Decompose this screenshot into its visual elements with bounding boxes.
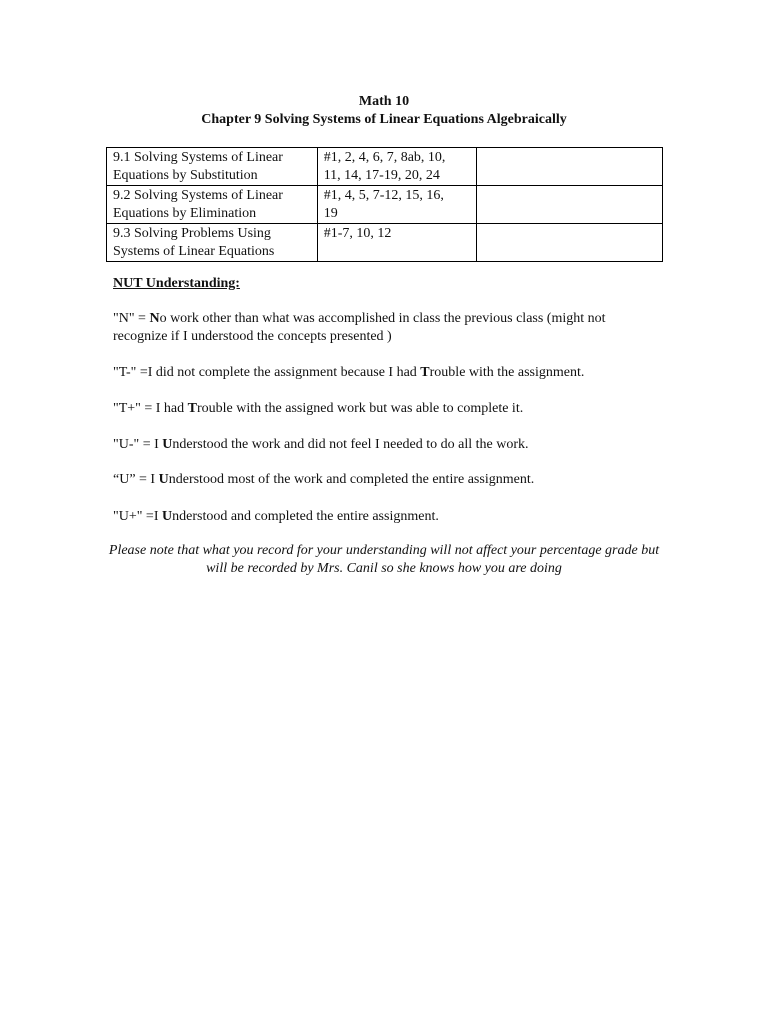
notes-cell xyxy=(477,148,663,186)
section-line: 9.1 Solving Systems of Linear xyxy=(113,150,283,165)
definition-text: nderstood most of the work and completed the entire assignment. xyxy=(168,472,535,487)
definition-text: rouble with the assigned work but was able to complete it. xyxy=(197,401,524,416)
table-row xyxy=(107,186,663,224)
definition-key-letter: T xyxy=(420,365,430,380)
problems-line: #1-7, 10, 12 xyxy=(323,226,392,241)
problems-line: 19 xyxy=(323,206,338,221)
definition-text: rouble with the assignment. xyxy=(429,365,585,380)
chapter-title: Chapter 9 Solving Systems of Linear Equations Algebraically xyxy=(201,112,567,127)
notes-cell xyxy=(477,224,663,262)
definition-prefix: "T+" = I had xyxy=(113,401,188,416)
section-cell xyxy=(107,224,318,262)
nut-heading: NUT Understanding: xyxy=(113,276,240,291)
definition-key-letter: T xyxy=(187,401,197,416)
nut-definition-t-minus xyxy=(113,364,653,382)
definition-key-letter: U xyxy=(162,509,173,524)
course-title: Math 10 xyxy=(358,94,410,109)
nut-definition-u-minus xyxy=(113,436,653,454)
problems-line: #1, 2, 4, 6, 7, 8ab, 10, xyxy=(323,150,446,165)
definition-key-letter: U xyxy=(162,437,173,452)
problems-line: #1, 4, 5, 7-12, 15, 16, xyxy=(323,188,444,203)
definition-text: nderstood the work and did not feel I needed to do all the work. xyxy=(172,437,529,452)
definition-text: o work other than what was accomplished in class the previous class (might not recognize if I understood the concepts presented ) xyxy=(113,311,606,344)
problems-cell xyxy=(317,186,477,224)
definition-prefix: “U” = I xyxy=(113,472,159,487)
nut-definition-u-plus xyxy=(113,508,653,526)
problems-cell xyxy=(317,148,477,186)
definition-prefix: "U-" = I xyxy=(113,437,163,452)
section-cell xyxy=(107,148,318,186)
definition-prefix: "N" = xyxy=(113,311,150,326)
definition-text: nderstood and completed the entire assignment. xyxy=(172,509,439,524)
nut-definition-n xyxy=(113,310,653,346)
definition-key-letter: U xyxy=(158,472,169,487)
table-row xyxy=(107,224,663,262)
section-line: Systems of Linear Equations xyxy=(113,244,275,259)
notes-cell xyxy=(477,186,663,224)
table-row xyxy=(107,148,663,186)
section-line: Equations by Elimination xyxy=(113,206,257,221)
definition-prefix: "U+" =I xyxy=(113,509,162,524)
nut-definition-t-plus xyxy=(113,400,653,418)
assignment-table xyxy=(106,147,663,262)
problems-line: 11, 14, 17-19, 20, 24 xyxy=(323,168,440,183)
definition-prefix: "T-" =I did not complete the assignment because I had xyxy=(113,365,421,380)
footer-note: Please note that what you record for your understanding will not affect your percentage grade but will be recorded by Mrs. Canil so she knows how you are doing xyxy=(108,543,660,576)
nut-definition-u xyxy=(113,471,653,489)
section-line: Equations by Substitution xyxy=(113,168,258,183)
section-cell xyxy=(107,186,318,224)
problems-cell xyxy=(317,224,477,262)
definition-key-letter: N xyxy=(149,311,160,326)
section-line: 9.3 Solving Problems Using xyxy=(113,226,271,241)
section-line: 9.2 Solving Systems of Linear xyxy=(113,188,283,203)
